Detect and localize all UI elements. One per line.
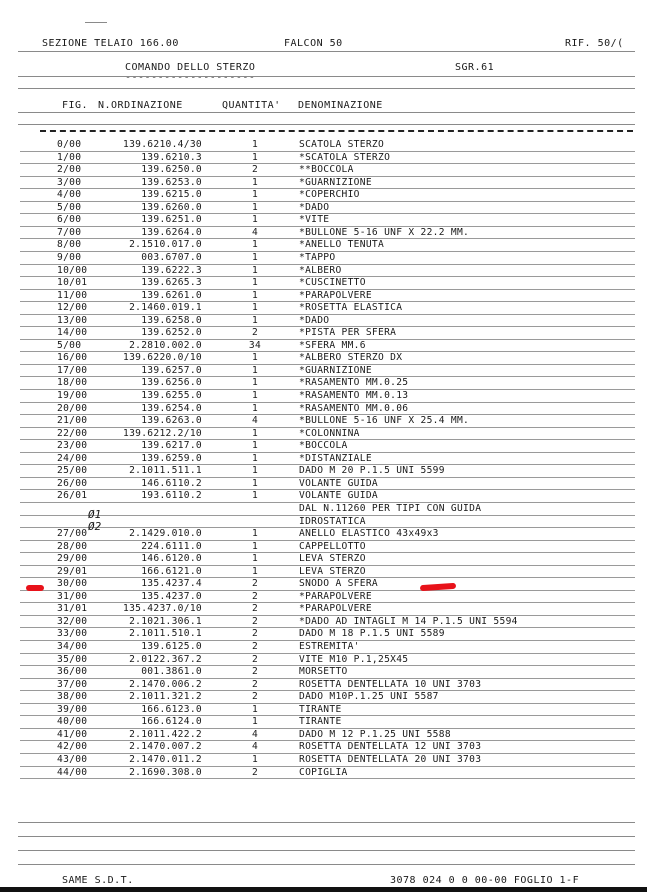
fig-cell: 30/00 (57, 578, 88, 590)
order-number-cell: 2.0122.367.2 (129, 653, 202, 665)
quantity-cell: 2 (251, 691, 259, 703)
fig-cell: 38/00 (57, 691, 88, 703)
order-number-cell: 139.6220.0/10 (123, 352, 202, 364)
description-cell: *RASAMENTO MM.0.13 (299, 390, 409, 401)
description-cell: VOLANTE GUIDA (299, 477, 378, 489)
fig-cell: 37/00 (57, 678, 88, 690)
description-cell: *VITE (299, 214, 330, 226)
description-cell: *RASAMENTO MM.0.06 (299, 402, 409, 414)
table-row (0, 716, 647, 729)
order-number-cell: 2.1470.007.2 (129, 741, 202, 753)
quantity-cell: 2 (251, 590, 259, 602)
description-cell: SNODO A SFERA (299, 578, 378, 590)
quantity-cell: 1 (251, 314, 259, 326)
order-number-cell: 2.1470.011.2 (129, 753, 202, 765)
fig-cell: 39/00 (57, 703, 88, 715)
order-number-cell: 2.1011.511.1 (129, 465, 202, 477)
order-number-cell: 2.1429.010.0 (129, 528, 202, 540)
description-cell: MORSETTO (299, 666, 348, 678)
bottom-edge (0, 887, 647, 892)
table-row (0, 729, 647, 742)
order-number-cell: 139.6256.0 (141, 377, 202, 389)
fig-cell: 43/00 (57, 753, 88, 765)
description-cell: TIRANTE (299, 716, 342, 728)
fig-cell: 25/00 (57, 465, 88, 477)
quantity-cell: 1 (251, 753, 259, 765)
description-cell: LEVA STERZO (299, 565, 366, 577)
table-row (0, 691, 647, 704)
fig-cell: 3/00 (57, 176, 82, 188)
fig-cell: 12/00 (57, 302, 88, 314)
handwritten-mark-1: Ø1 (88, 508, 102, 521)
table-row (0, 290, 647, 303)
fig-cell: 2/00 (57, 164, 82, 176)
table-row (0, 654, 647, 667)
table-row (0, 340, 647, 353)
description-cell: IDROSTATICA (299, 515, 366, 527)
description-cell: *BULLONE 5-16 UNF X 22.2 MM. (299, 226, 470, 238)
description-cell: COPIGLIA (299, 766, 348, 778)
table-row (0, 679, 647, 692)
table-row (0, 478, 647, 491)
table-row (0, 177, 647, 190)
header-rule (18, 51, 635, 52)
order-number-cell: 139.6257.0 (141, 364, 202, 376)
trailing-rule-3 (18, 850, 635, 851)
quantity-cell: 1 (251, 176, 259, 188)
quantity-cell: 1 (251, 565, 259, 577)
description-cell: SCATOLA STERZO (299, 139, 385, 150)
column-rule (18, 112, 635, 113)
fig-cell: 31/01 (57, 603, 88, 615)
order-number-cell: 2.1011.422.2 (129, 728, 202, 740)
table-row (0, 553, 647, 566)
description-cell: DADO M 18 P.1.5 UNI 5589 (299, 628, 445, 640)
fig-cell: 32/00 (57, 615, 88, 627)
fig-cell: 13/00 (57, 314, 88, 326)
fig-cell: 9/00 (57, 251, 82, 263)
group-rule (18, 76, 635, 77)
order-number-cell: 139.6252.0 (141, 327, 202, 339)
quantity-cell: 1 (251, 277, 259, 289)
description-cell: DAL N.11260 PER TIPI CON GUIDA (299, 502, 482, 514)
description-cell: DADO M 12 P.1.25 UNI 5588 (299, 728, 451, 740)
fig-cell: 28/00 (57, 540, 88, 552)
table-row (0, 591, 647, 604)
fig-cell: 10/01 (57, 277, 88, 289)
order-number-cell: 2.1470.006.2 (129, 678, 202, 690)
quantity-cell: 4 (251, 415, 259, 427)
quantity-cell: 1 (251, 189, 259, 201)
fig-cell: 26/01 (57, 490, 88, 502)
quantity-cell: 1 (251, 139, 259, 150)
table-row (0, 277, 647, 290)
description-cell: *GUARNIZIONE (299, 364, 372, 376)
quantity-cell: 1 (251, 490, 259, 502)
fig-cell: 5/00 (57, 339, 82, 351)
order-number-cell: 139.6263.0 (141, 415, 202, 427)
fig-cell: 19/00 (57, 390, 88, 401)
order-number-cell: 166.6124.0 (141, 716, 202, 728)
description-cell: *PARAPOLVERE (299, 603, 372, 615)
fig-cell: 42/00 (57, 741, 88, 753)
description-cell: *DISTANZIALE (299, 452, 372, 464)
order-number-cell: 135.4237.0 (141, 590, 202, 602)
order-number-cell: 003.6707.0 (141, 251, 202, 263)
quantity-cell: 1 (251, 214, 259, 226)
table-row (0, 428, 647, 441)
description-cell: *DADO AD INTAGLI M 14 P.1.5 UNI 5594 (299, 615, 518, 627)
table-row (0, 465, 647, 478)
quantity-cell: 1 (251, 364, 259, 376)
order-number-cell: 139.6222.3 (141, 264, 202, 276)
order-number-cell: 135.4237.0/10 (123, 603, 202, 615)
group-code: SGR.61 (455, 62, 495, 73)
table-row (0, 227, 647, 240)
table-row (0, 139, 647, 152)
footer-code: 3078 024 0 0 00-00 FOGLIO 1-F (390, 875, 580, 886)
description-cell: *ROSETTA ELASTICA (299, 302, 403, 314)
description-cell: *BOCCOLA (299, 440, 348, 452)
table-row (0, 603, 647, 616)
quantity-cell: 1 (251, 477, 259, 489)
description-cell: DADO M10P.1.25 UNI 5587 (299, 691, 439, 703)
red-highlight-left (26, 585, 44, 591)
quantity-cell: 1 (251, 239, 259, 251)
order-number-cell: 166.6123.0 (141, 703, 202, 715)
dashed-separator (40, 130, 633, 132)
order-number-cell: 146.6120.0 (141, 553, 202, 565)
fig-cell: 21/00 (57, 415, 88, 427)
column-order-number: N.ORDINAZIONE (98, 100, 183, 111)
fig-cell: 31/00 (57, 590, 88, 602)
trailing-rule-2 (18, 836, 635, 837)
quantity-cell: 2 (251, 327, 259, 339)
quantity-cell: 1 (251, 352, 259, 364)
model-name: FALCON 50 (284, 38, 343, 49)
order-number-cell: 2.1510.017.0 (129, 239, 202, 251)
order-number-cell: 139.6255.0 (141, 390, 202, 401)
order-number-cell: 224.6111.0 (141, 540, 202, 552)
description-cell: *SCATOLA STERZO (299, 151, 391, 163)
fig-cell: 36/00 (57, 666, 88, 678)
quantity-cell: 4 (251, 226, 259, 238)
description-cell: *PISTA PER SFERA (299, 327, 397, 339)
description-cell: *PARAPOLVERE (299, 289, 372, 301)
table-row (0, 214, 647, 227)
quantity-cell: 2 (251, 164, 259, 176)
fig-cell: 40/00 (57, 716, 88, 728)
description-cell: ROSETTA DENTELLATA 10 UNI 3703 (299, 678, 482, 690)
table-row (0, 541, 647, 554)
column-description: DENOMINAZIONE (298, 100, 383, 111)
order-number-cell: 2.1690.308.0 (129, 766, 202, 778)
order-number-cell: 139.6265.3 (141, 277, 202, 289)
description-cell: ROSETTA DENTELLATA 12 UNI 3703 (299, 741, 482, 753)
quantity-cell: 4 (251, 741, 259, 753)
table-row (0, 741, 647, 754)
description-cell: ESTREMITA' (299, 641, 360, 652)
quantity-cell: 2 (251, 628, 259, 640)
order-number-cell: 139.6125.0 (141, 641, 202, 652)
quantity-cell: 2 (251, 766, 259, 778)
quantity-cell: 1 (251, 201, 259, 213)
table-row (0, 265, 647, 278)
table-row (0, 202, 647, 215)
table-row (0, 189, 647, 202)
order-number-cell: 139.6210.4/30 (123, 139, 202, 150)
quantity-cell: 1 (251, 289, 259, 301)
quantity-cell: 4 (251, 728, 259, 740)
order-number-cell: 139.6210.3 (141, 151, 202, 163)
description-cell: *COLONNINA (299, 427, 360, 439)
fig-cell: 26/00 (57, 477, 88, 489)
order-number-cell: 139.6251.0 (141, 214, 202, 226)
fig-cell: 29/00 (57, 553, 88, 565)
quantity-cell: 2 (251, 653, 259, 665)
table-row (0, 252, 647, 265)
order-number-cell: 2.1011.510.1 (129, 628, 202, 640)
table-row (0, 315, 647, 328)
order-number-cell: 139.6261.0 (141, 289, 202, 301)
description-cell: *GUARNIZIONE (299, 176, 372, 188)
description-cell: VITE M10 P.1,25X45 (299, 653, 409, 665)
description-cell: *ANELLO TENUTA (299, 239, 385, 251)
quantity-cell: 1 (251, 377, 259, 389)
order-number-cell: 2.1021.306.1 (129, 615, 202, 627)
quantity-cell: 1 (251, 427, 259, 439)
table-row (0, 440, 647, 453)
fig-cell: 27/00 (57, 528, 88, 540)
fig-cell: 24/00 (57, 452, 88, 464)
description-cell: *CUSCINETTO (299, 277, 366, 289)
description-cell: LEVA STERZO (299, 553, 366, 565)
quantity-cell: 2 (251, 578, 259, 590)
order-number-cell: 2.2810.002.0 (129, 339, 202, 351)
description-cell: *PARAPOLVERE (299, 590, 372, 602)
order-number-cell: 139.6250.0 (141, 164, 202, 176)
quantity-cell: 1 (251, 264, 259, 276)
quantity-cell: 1 (251, 540, 259, 552)
quantity-cell: 1 (251, 553, 259, 565)
description-cell: *ALBERO STERZO DX (299, 352, 403, 364)
order-number-cell: 139.6253.0 (141, 176, 202, 188)
description-cell: *COPERCHIO (299, 189, 360, 201)
row-rule (20, 778, 635, 779)
group-title-underline: -------------------- (125, 72, 256, 83)
fig-cell: 14/00 (57, 327, 88, 339)
order-number-cell: 001.3861.0 (141, 666, 202, 678)
fig-cell: 0/00 (57, 139, 82, 150)
order-number-cell: 139.6215.0 (141, 189, 202, 201)
quantity-cell: 34 (248, 339, 262, 351)
quantity-cell: 1 (251, 402, 259, 414)
quantity-cell: 1 (251, 452, 259, 464)
table-row (0, 616, 647, 629)
group-title: COMANDO DELLO STERZO (125, 62, 256, 73)
description-cell: *DADO (299, 201, 330, 213)
quantity-cell: 2 (251, 666, 259, 678)
table-row (0, 327, 647, 340)
spacer-rule (18, 124, 635, 125)
fig-cell: 22/00 (57, 427, 88, 439)
blank-rule (18, 88, 635, 89)
description-cell: *SFERA MM.6 (299, 339, 366, 351)
quantity-cell: 2 (251, 641, 259, 652)
table-row (0, 365, 647, 378)
fig-cell: 18/00 (57, 377, 88, 389)
fig-cell: 44/00 (57, 766, 88, 778)
table-row (0, 767, 647, 780)
quantity-cell: 1 (251, 302, 259, 314)
table-row (0, 377, 647, 390)
table-row (0, 415, 647, 428)
table-row (0, 641, 647, 654)
order-number-cell: 166.6121.0 (141, 565, 202, 577)
fig-cell: 1/00 (57, 151, 82, 163)
fig-cell: 34/00 (57, 641, 88, 652)
column-fig: FIG. (62, 100, 89, 111)
fig-cell: 41/00 (57, 728, 88, 740)
table-row (0, 403, 647, 416)
footer-company: SAME S.D.T. (62, 875, 134, 886)
description-cell: CAPPELLOTTO (299, 540, 366, 552)
quantity-cell: 1 (251, 440, 259, 452)
fig-cell: 23/00 (57, 440, 88, 452)
description-cell: **BOCCOLA (299, 164, 354, 176)
handwritten-mark-2: Ø2 (88, 520, 102, 533)
fig-cell: 4/00 (57, 189, 82, 201)
table-row (0, 704, 647, 717)
quantity-cell: 1 (251, 528, 259, 540)
description-cell: VOLANTE GUIDA (299, 490, 378, 502)
table-row (0, 152, 647, 165)
order-number-cell: 139.6258.0 (141, 314, 202, 326)
quantity-cell: 1 (251, 151, 259, 163)
fig-cell: 6/00 (57, 214, 82, 226)
order-number-cell: 139.6264.0 (141, 226, 202, 238)
fig-cell: 10/00 (57, 264, 88, 276)
fig-cell: 29/01 (57, 565, 88, 577)
table-row (0, 754, 647, 767)
column-quantity: QUANTITA' (222, 100, 281, 111)
order-number-cell: 139.6217.0 (141, 440, 202, 452)
table-row (0, 302, 647, 315)
trailing-rule-4 (18, 864, 635, 865)
order-number-cell: 2.1460.019.1 (129, 302, 202, 314)
description-cell: *RASAMENTO MM.0.25 (299, 377, 409, 389)
fig-cell: 7/00 (57, 226, 82, 238)
fig-cell: 11/00 (57, 289, 88, 301)
table-row (0, 164, 647, 177)
description-cell: *DADO (299, 314, 330, 326)
order-number-cell: 139.6254.0 (141, 402, 202, 414)
table-row (0, 566, 647, 579)
section-title: SEZIONE TELAIO 166.00 (42, 38, 179, 49)
description-cell: ROSETTA DENTELLATA 20 UNI 3703 (299, 753, 482, 765)
order-number-cell: 193.6110.2 (141, 490, 202, 502)
table-row (0, 628, 647, 641)
fig-cell: 8/00 (57, 239, 82, 251)
description-cell: *BULLONE 5-16 UNF X 25.4 MM. (299, 415, 470, 427)
description-cell: TIRANTE (299, 703, 342, 715)
quantity-cell: 1 (251, 390, 259, 401)
order-number-cell: 135.4237.4 (141, 578, 202, 590)
table-row (0, 239, 647, 252)
order-number-cell: 139.6260.0 (141, 201, 202, 213)
fig-cell: 17/00 (57, 364, 88, 376)
quantity-cell: 2 (251, 615, 259, 627)
order-number-cell: 139.6212.2/10 (123, 427, 202, 439)
table-row (0, 390, 647, 403)
reference-code: RIF. 50/( (565, 38, 624, 49)
fig-cell: 33/00 (57, 628, 88, 640)
quantity-cell: 1 (251, 716, 259, 728)
table-row (0, 490, 647, 503)
table-row (0, 578, 647, 591)
description-cell: DADO M 20 P.1.5 UNI 5599 (299, 465, 445, 477)
description-cell: ANELLO ELASTICO 43x49x3 (299, 528, 439, 540)
top-mark (85, 22, 107, 23)
description-cell: *ALBERO (299, 264, 342, 276)
table-row (0, 666, 647, 679)
table-row (0, 453, 647, 466)
fig-cell: 16/00 (57, 352, 88, 364)
quantity-cell: 1 (251, 465, 259, 477)
trailing-rule-1 (18, 822, 635, 823)
fig-cell: 20/00 (57, 402, 88, 414)
order-number-cell: 2.1011.321.2 (129, 691, 202, 703)
description-cell: *TAPPO (299, 251, 336, 263)
quantity-cell: 1 (251, 251, 259, 263)
table-row (0, 352, 647, 365)
quantity-cell: 1 (251, 703, 259, 715)
order-number-cell: 146.6110.2 (141, 477, 202, 489)
fig-cell: 35/00 (57, 653, 88, 665)
order-number-cell: 139.6259.0 (141, 452, 202, 464)
fig-cell: 5/00 (57, 201, 82, 213)
quantity-cell: 2 (251, 678, 259, 690)
quantity-cell: 2 (251, 603, 259, 615)
